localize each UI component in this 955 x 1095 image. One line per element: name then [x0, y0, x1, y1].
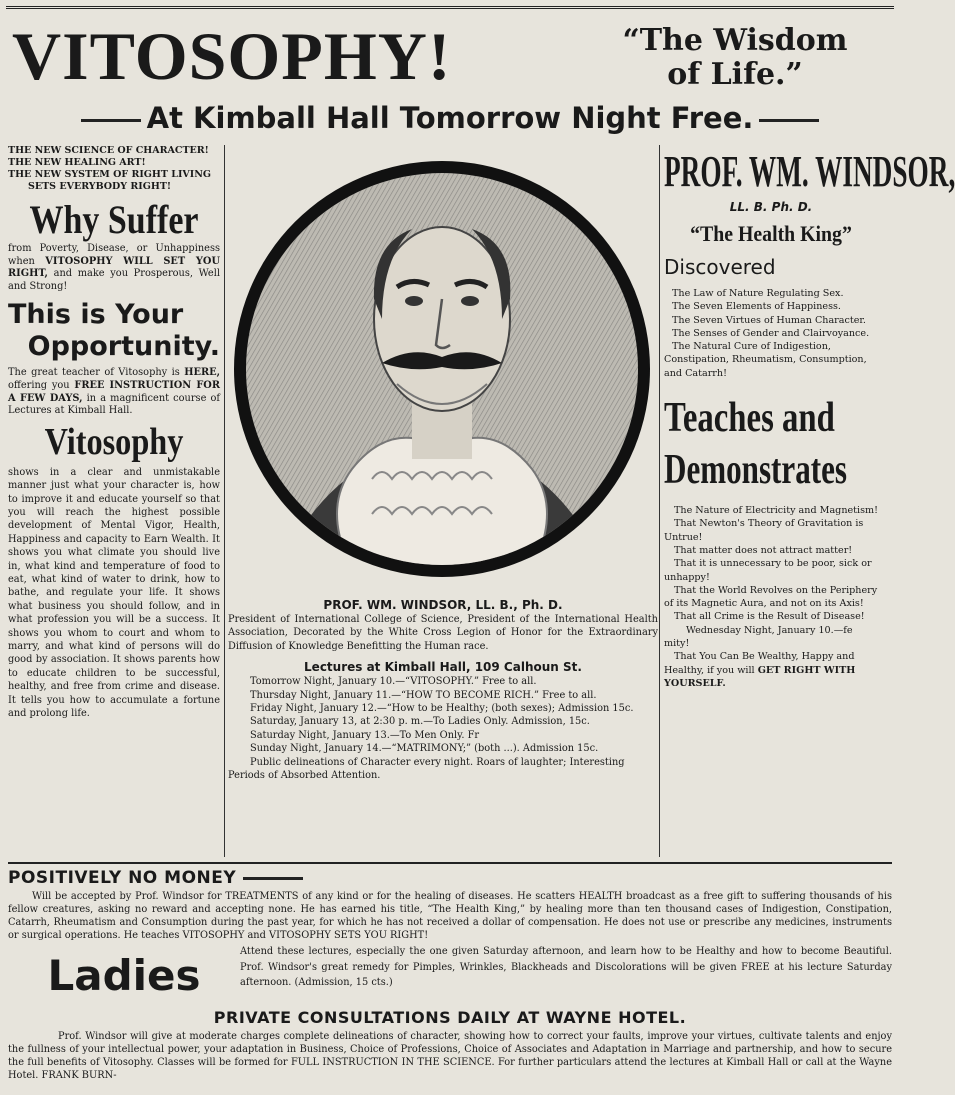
- professor-name: PROF. WM. WINDSOR,: [664, 147, 955, 196]
- lecture-item: Saturday, January 13, at 2:30 p. m.—To Ladies Only. Admission, 15c.: [250, 716, 590, 728]
- opportunity-text: The great teacher of Vitosophy is HERE, offering you FREE INSTRUCTION FOR A FEW DAYS, in a magnificent course of Lectures at Kimball Hall.: [8, 367, 220, 417]
- why-suffer-heading: Why Suffer: [29, 197, 199, 242]
- bottom-section: [8, 862, 892, 1095]
- private-consultations-heading: PRIVATE CONSULTATIONS DAILY AT WAYNE HOTEL.: [213, 1008, 687, 1027]
- portrait-medallion: [232, 149, 652, 589]
- teaching-item: That Newton's Theory of Gravitation is Untrue!: [664, 518, 864, 543]
- no-money-text: Will be accepted by Prof. Windsor for TREATMENTS of any kind or for the healing of diseases. He scatters HEALTH broadcast as a free gift to suffering thousands of his fellow creatures, asking no reward and accepting none. He has earned his title, “The Health King,” by healing more than ten thousand cases of Indigestion, Constipation, Catarrh, Rheumatism and Consumption during the past year, for which he has not received a dollar of compensation. He does not use or prescribe any medicines, instruments or surgical operations. He teaches VITOSOPHY and VITOSOPHY SETS YOU RIGHT!: [8, 891, 892, 941]
- opportunity-heading-1: This is Your: [8, 299, 184, 331]
- ladies-heading: Ladies: [47, 951, 201, 1000]
- top-rule: [6, 6, 894, 9]
- teaching-item: That the World Revolves on the Periphery of its Magnetic Aura, and not on its Axis!: [664, 584, 878, 610]
- discovery-item: The Seven Elements of Happiness.: [672, 301, 841, 313]
- center-column-text: [228, 598, 658, 860]
- no-money-heading: POSITIVELY NO MONEY: [8, 866, 892, 890]
- lecture-item: Public delineations of Character every night. Roars of laughter; Interesting Periods of Absorbed Attention.: [228, 756, 625, 782]
- ladies-text: Attend these lectures, especially the one given Saturday afternoon, and learn how to be Healthy and how to become Beautiful. Prof. Windsor's great remedy for Pimples, Wrinkles, Blackheads and Discolorations will be given FREE at his lecture Saturday afternoon. (Admission, 15 cts.): [240, 946, 892, 988]
- private-consultations-text: Prof. Windsor will give at moderate charges complete delineations of character, showing how to correct your faults, improve your virtues, cultivate talents and enjoy the fullness of your intellectual power, your adaptation in Business, Choice of Professions, Choice of Associates and Adaptation in Marriage and partnership, and how to secure the full benefits of Vitosophy. Classes will be formed for FULL INSTRUCTION IN THE SCIENCE. For further particulars attend the lectures at Kimball Hall or call at the Wayne Hotel. FRANK BURN-: [8, 1031, 892, 1081]
- teaching-item: That all Crime is the Result of Disease!: [674, 611, 865, 623]
- quote-line-1: “The Wisdom: [622, 23, 848, 58]
- lecture-item: Saturday Night, January 13.—To Men Only. Fr: [250, 729, 480, 741]
- portrait-caption-text: President of International College of Science, President of the International Health Association, Decorated by the White Cross Legion of Honor for the Extraordinary Diffusion of Knowledge Benefitting the Human race.: [228, 614, 658, 652]
- teaches-heading-1: Teaches and: [664, 395, 835, 442]
- teaching-item: The Nature of Electricity and Magnetism!: [674, 505, 878, 517]
- health-king-title: “The Health King”: [690, 221, 852, 246]
- lectures-heading: Lectures at Kimball Hall, 109 Calhoun St.: [304, 660, 582, 675]
- ladies-block: [8, 944, 892, 1004]
- discovery-item: The Law of Nature Regulating Sex.: [672, 288, 844, 299]
- teaching-item: That it is unnecessary to be poor, sick or unhappy!: [664, 558, 872, 583]
- opportunity-heading-2: Opportunity.: [27, 331, 220, 363]
- subtitle-text: At Kimball Hall Tomorrow Night Free.: [146, 101, 754, 135]
- lecture-item: Sunday Night, January 14.—“MATRIMONY;” (both ...). Admission 15c.: [250, 743, 599, 755]
- teaches-heading-2: Demonstrates: [664, 447, 847, 494]
- column-rule-left: [224, 145, 225, 857]
- lecture-item: Thursday Night, January 11.—“HOW TO BECOME RICH.” Free to all.: [250, 689, 597, 701]
- quote-line-2: of Life.”: [667, 57, 803, 92]
- intro-line: THE NEW HEALING ART!: [8, 157, 146, 168]
- dash-ornament: [243, 877, 303, 880]
- masthead-quote: [600, 24, 870, 92]
- intro-line: THE NEW SCIENCE OF CHARACTER!: [8, 145, 209, 156]
- dash-ornament: [759, 119, 819, 122]
- left-column: [8, 145, 220, 857]
- discovery-item: The Senses of Gender and Clairvoyance.: [672, 327, 870, 339]
- discovered-heading: Discovered: [664, 255, 776, 279]
- discovery-item: The Seven Virtues of Human Character.: [672, 314, 866, 326]
- dash-ornament: [81, 119, 141, 122]
- vitosophy-text: shows in a clear and unmistakable manner just what your character is, how to improve it and educate yourself so that you will reach the highest possible development of Mental Vigor, Health, Happiness and capacity to Earn Wealth. It shows you what climate you should live in, what kind and temperature of food to eat, what kind of water to drink, how to bathe, and regulate your life. It shows what business you should follow, and in what profession you will be a success. It shows you whom to court and whom to marry, and what kind of persons will do good by association. It shows parents how to educate children to be successful, healthy, and free from crime and disease. It tells you how to accumulate a fortune and prolong life.: [8, 466, 220, 720]
- teaching-item: That You Can Be Wealthy, Happy and Healthy, if you will GET RIGHT WITH YOURSELF.: [664, 651, 856, 689]
- portrait-caption-name: PROF. WM. WINDSOR, LL. B., Ph. D.: [323, 598, 563, 612]
- intro-line: SETS EVERYBODY RIGHT!: [28, 181, 172, 192]
- right-column: [664, 145, 955, 857]
- vitosophy-heading: Vitosophy: [44, 420, 184, 463]
- masthead-title: VITOSOPHY!: [12, 18, 452, 94]
- lecture-item: Friday Night, January 12.—“How to be Healthy; (both sexes); Admission 15c.: [250, 703, 634, 715]
- teaching-item: That matter does not attract matter!: [674, 544, 853, 556]
- portrait-figure: [246, 173, 638, 589]
- section-rule: [8, 862, 892, 864]
- teaching-item: Wednesday Night, January 10.—fe mity!: [664, 624, 853, 650]
- discovery-item: The Natural Cure of Indigestion, Constipation, Rheumatism, Consumption, and Catarrh!: [664, 341, 867, 379]
- masthead-subtitle: [40, 100, 860, 136]
- why-suffer-text: from Poverty, Disease, or Unhappiness when VITOSOPHY WILL SET YOU RIGHT, and make you Prosperous, Well and Strong!: [8, 243, 220, 292]
- professor-degrees: LL. B. Ph. D.: [729, 200, 813, 214]
- column-rule-right: [659, 145, 660, 857]
- intro-line: THE NEW SYSTEM OF RIGHT LIVING: [8, 169, 211, 180]
- lecture-item: Tomorrow Night, January 10.—“VITOSOPHY.” Free to all.: [250, 676, 537, 688]
